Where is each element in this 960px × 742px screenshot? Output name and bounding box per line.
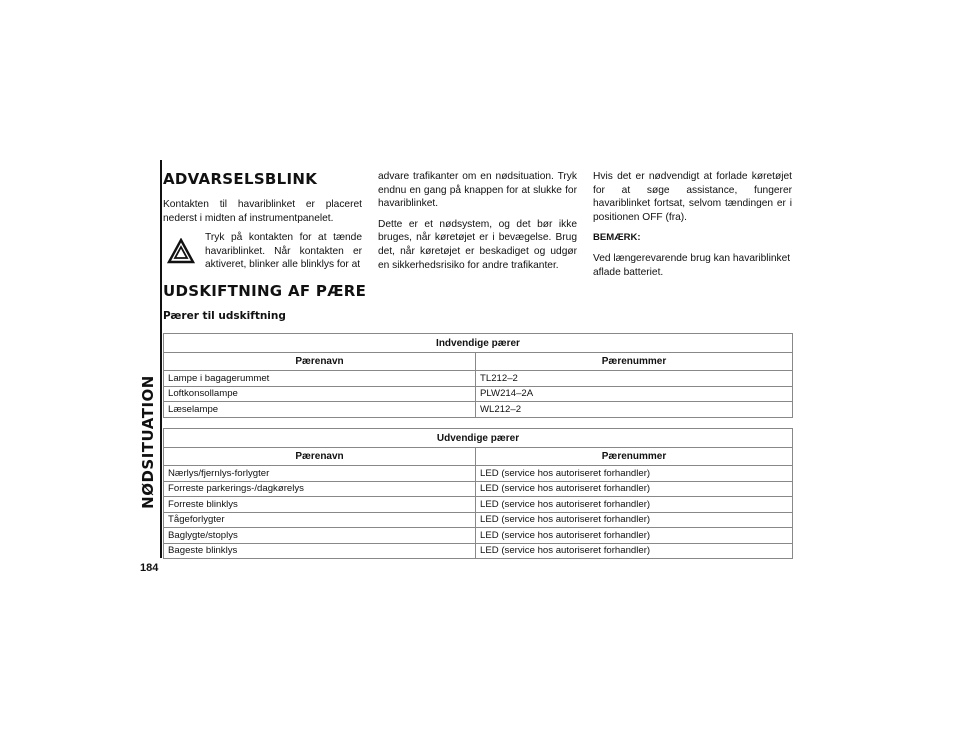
interior-bulbs-table — [163, 333, 793, 418]
interior-col-name: Pærenavn — [164, 353, 476, 371]
bulb-name: Tågeforlygter — [164, 512, 476, 528]
hazard-warning-icon — [167, 238, 195, 264]
bulb-name: Lampe i bagagerummet — [164, 371, 476, 387]
hazard-col3-p1: Hvis det er nødvendigt at forlade køretøjet for at søge assistance, fungerer havariblinket fortsat, selvom tændingen er i positionen OFF (fra). — [593, 171, 792, 223]
bulb-name: Nærlys/fjernlys-forlygter — [164, 466, 476, 482]
bulb-name: Læselampe — [164, 402, 476, 418]
bulb-name: Baglygte/stoplys — [164, 528, 476, 544]
bulb-number: LED (service hos autoriseret forhandler) — [476, 543, 793, 559]
bulb-number: PLW214–2A — [476, 386, 793, 402]
exterior-col-name: Pærenavn — [164, 448, 476, 466]
table-row — [164, 497, 793, 513]
interior-col-number: Pærenummer — [476, 353, 793, 371]
page-number: 184 — [140, 562, 159, 574]
section-tab — [138, 160, 162, 558]
bulb-number: WL212–2 — [476, 402, 793, 418]
exterior-table-title: Udvendige pærer — [164, 429, 793, 448]
table-row — [164, 543, 793, 559]
hazard-icon-text-column — [205, 231, 362, 279]
exterior-bulbs-table — [163, 428, 793, 559]
table-row — [164, 466, 793, 482]
bulb-name: Forreste blinklys — [164, 497, 476, 513]
table-row — [164, 528, 793, 544]
bulb-name: Bageste blinklys — [164, 543, 476, 559]
table-row — [164, 512, 793, 528]
note-text: Ved længerevarende brug kan havariblinket aflade batteriet. — [593, 252, 791, 278]
hazard-intro-column — [163, 198, 362, 232]
bulb-number: LED (service hos autoriseret forhandler) — [476, 512, 793, 528]
interior-table-title: Indvendige pærer — [164, 334, 793, 353]
hazard-column-2 — [378, 170, 577, 279]
section-tab-label: NØDSITUATION — [139, 375, 157, 509]
table-row — [164, 371, 793, 387]
hazard-col2-p1: advare trafikanter om en nødsituation. Tryk endnu en gang på knappen for at slukke for havariblinket. — [378, 171, 577, 210]
bulb-number: TL212–2 — [476, 371, 793, 387]
bulbs-subheading: Pærer til udskiftning — [163, 310, 286, 322]
bulb-number: LED (service hos autoriseret forhandler) — [476, 481, 793, 497]
bulb-name: Forreste parkerings-/dagkørelys — [164, 481, 476, 497]
hazard-intro: Kontakten til havariblinket er placeret nederst i midten af instrumentpanelet. — [163, 199, 362, 224]
note-title: BEMÆRK: — [593, 232, 641, 244]
bulb-number: LED (service hos autoriseret forhandler) — [476, 497, 793, 513]
exterior-col-number: Pærenummer — [476, 448, 793, 466]
hazard-icon-text: Tryk på kontakten for at tænde havariblinket. Når kontakten er aktiveret, blinker alle blinklys for at — [205, 232, 362, 271]
hazard-column-3 — [593, 170, 792, 286]
table-row — [164, 386, 793, 402]
bulbs-heading: UDSKIFTNING AF PÆRE — [163, 282, 367, 300]
table-row — [164, 402, 793, 418]
hazard-col2-p2: Dette er et nødsystem, og det bør ikke bruges, når køretøjet er i bevægelse. Brug det, når køretøjet er beskadiget og udgør en sikkerhedsrisiko for andre trafikanter. — [378, 218, 577, 271]
bulb-number: LED (service hos autoriseret forhandler) — [476, 466, 793, 482]
bulb-name: Loftkonsollampe — [164, 386, 476, 402]
table-row — [164, 481, 793, 497]
hazard-heading: ADVARSELSBLINK — [163, 170, 318, 188]
bulb-number: LED (service hos autoriseret forhandler) — [476, 528, 793, 544]
